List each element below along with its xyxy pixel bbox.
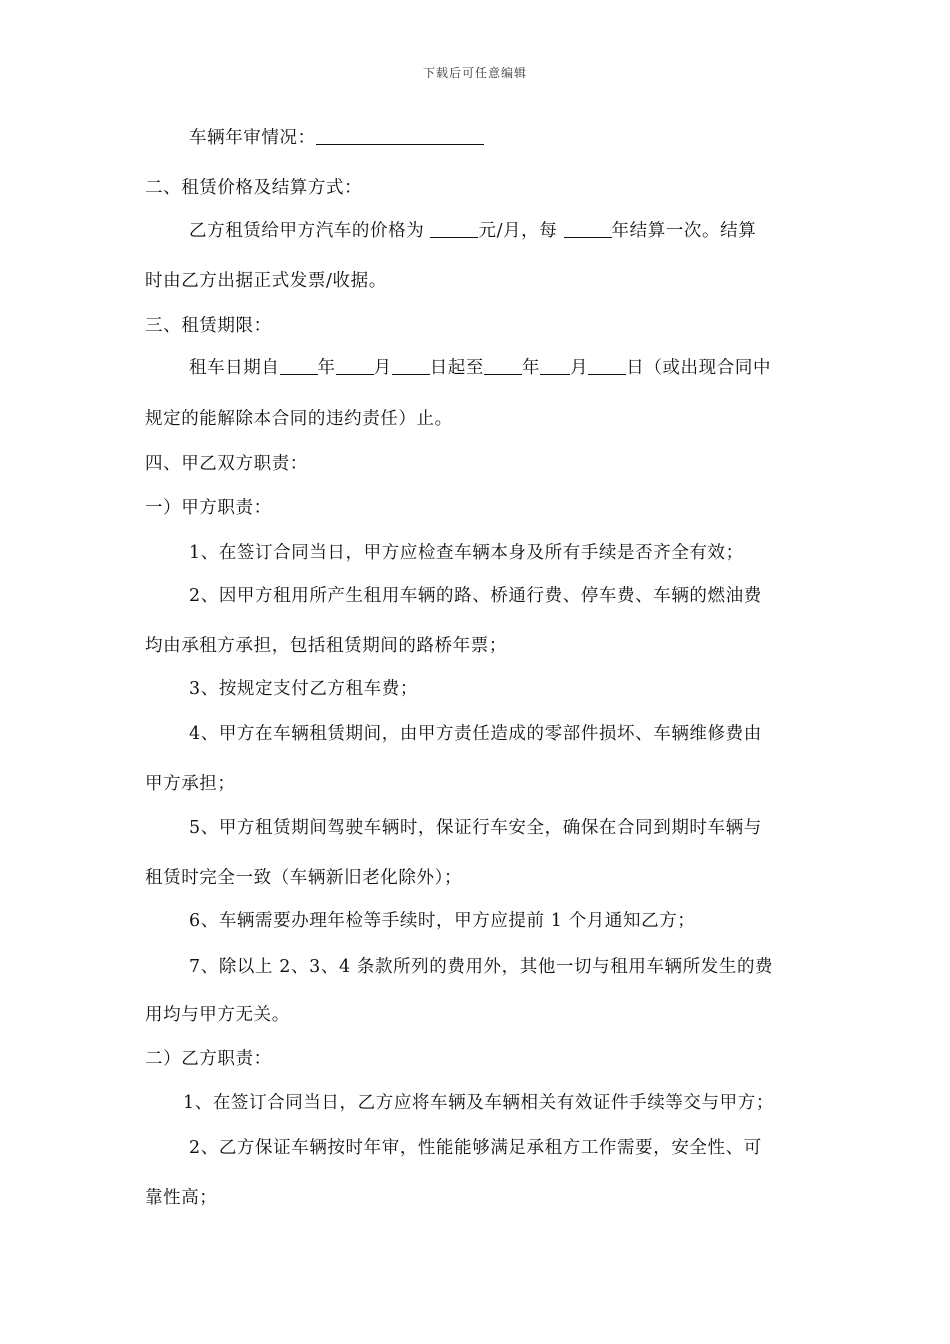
end-year-blank xyxy=(484,357,522,375)
price-blank xyxy=(430,220,478,238)
party-a-item-6: 6、车辆需要办理年检等手续时，甲方应提前 1 个月通知乙方； xyxy=(189,911,696,931)
settlement-years-blank xyxy=(564,220,612,238)
end-month-blank xyxy=(540,357,570,375)
page-header: 下载后可任意编辑 xyxy=(422,66,527,80)
party-a-item-4-cont: 甲方承担； xyxy=(145,774,236,794)
term-line-2: 规定的能解除本合同的违约责任）止。 xyxy=(145,409,453,429)
party-b-item-2-cont: 靠性高； xyxy=(145,1188,218,1208)
party-a-item-7-cont: 用均与甲方无关。 xyxy=(145,1005,290,1025)
price-text-b: 元/月，每 xyxy=(478,221,564,241)
term-line xyxy=(189,356,771,380)
price-line xyxy=(189,219,756,243)
inspection-line xyxy=(189,126,484,150)
party-a-title: 一）甲方职责： xyxy=(145,498,272,518)
party-a-item-2-cont: 均由承租方承担，包括租赁期间的路桥年票； xyxy=(145,636,507,656)
section-3-title: 三、租赁期限： xyxy=(145,316,272,336)
party-a-item-2: 2、因甲方租用所产生租用车辆的路、桥通行费、停车费、车辆的燃油费 xyxy=(189,586,762,606)
party-a-item-1: 1、在签订合同当日，甲方应检查车辆本身及所有手续是否齐全有效； xyxy=(189,543,744,563)
term-end-text: 日（或出现合同中 xyxy=(626,358,772,378)
price-line-2: 时由乙方出据正式发票/收据。 xyxy=(145,271,387,291)
term-year-label: 年 xyxy=(317,358,336,378)
party-a-item-7: 7、除以上 2、3、4 条款所列的费用外，其他一切与租用车辆所发生的费 xyxy=(189,957,774,977)
party-b-item-2: 2、乙方保证车辆按时年审，性能能够满足承租方工作需要，安全性、可 xyxy=(189,1138,762,1158)
party-b-item-1: 1、在签订合同当日，乙方应将车辆及车辆相关有效证件手续等交与甲方； xyxy=(183,1093,774,1113)
term-text: 租车日期自 xyxy=(189,358,280,378)
term-from-label: 日起至 xyxy=(429,358,485,378)
start-month-blank xyxy=(336,357,374,375)
end-day-blank xyxy=(588,357,626,375)
party-a-item-5-cont: 租赁时完全一致（车辆新旧老化除外）； xyxy=(145,868,463,888)
price-text-c: 年结算一次。结算 xyxy=(611,221,757,241)
start-day-blank xyxy=(392,357,430,375)
section-4-title: 四、甲乙双方职责： xyxy=(145,454,308,474)
term-month-label: 月 xyxy=(373,358,392,378)
party-a-item-3: 3、按规定支付乙方租车费； xyxy=(189,679,418,699)
term-end-month-label: 月 xyxy=(570,358,589,378)
start-year-blank xyxy=(280,357,318,375)
term-end-year-label: 年 xyxy=(522,358,541,378)
party-a-item-5: 5、甲方租赁期间驾驶车辆时，保证行车安全，确保在合同到期时车辆与 xyxy=(189,818,762,838)
inspection-label: 车辆年审情况： xyxy=(189,128,316,148)
section-2-title: 二、租赁价格及结算方式： xyxy=(145,178,363,198)
party-b-title: 二）乙方职责： xyxy=(145,1049,272,1069)
price-text-a: 乙方租赁给甲方汽车的价格为 xyxy=(189,221,431,241)
party-a-item-4: 4、甲方在车辆租赁期间，由甲方责任造成的零部件损坏、车辆维修费由 xyxy=(189,724,762,744)
inspection-blank xyxy=(316,127,484,145)
